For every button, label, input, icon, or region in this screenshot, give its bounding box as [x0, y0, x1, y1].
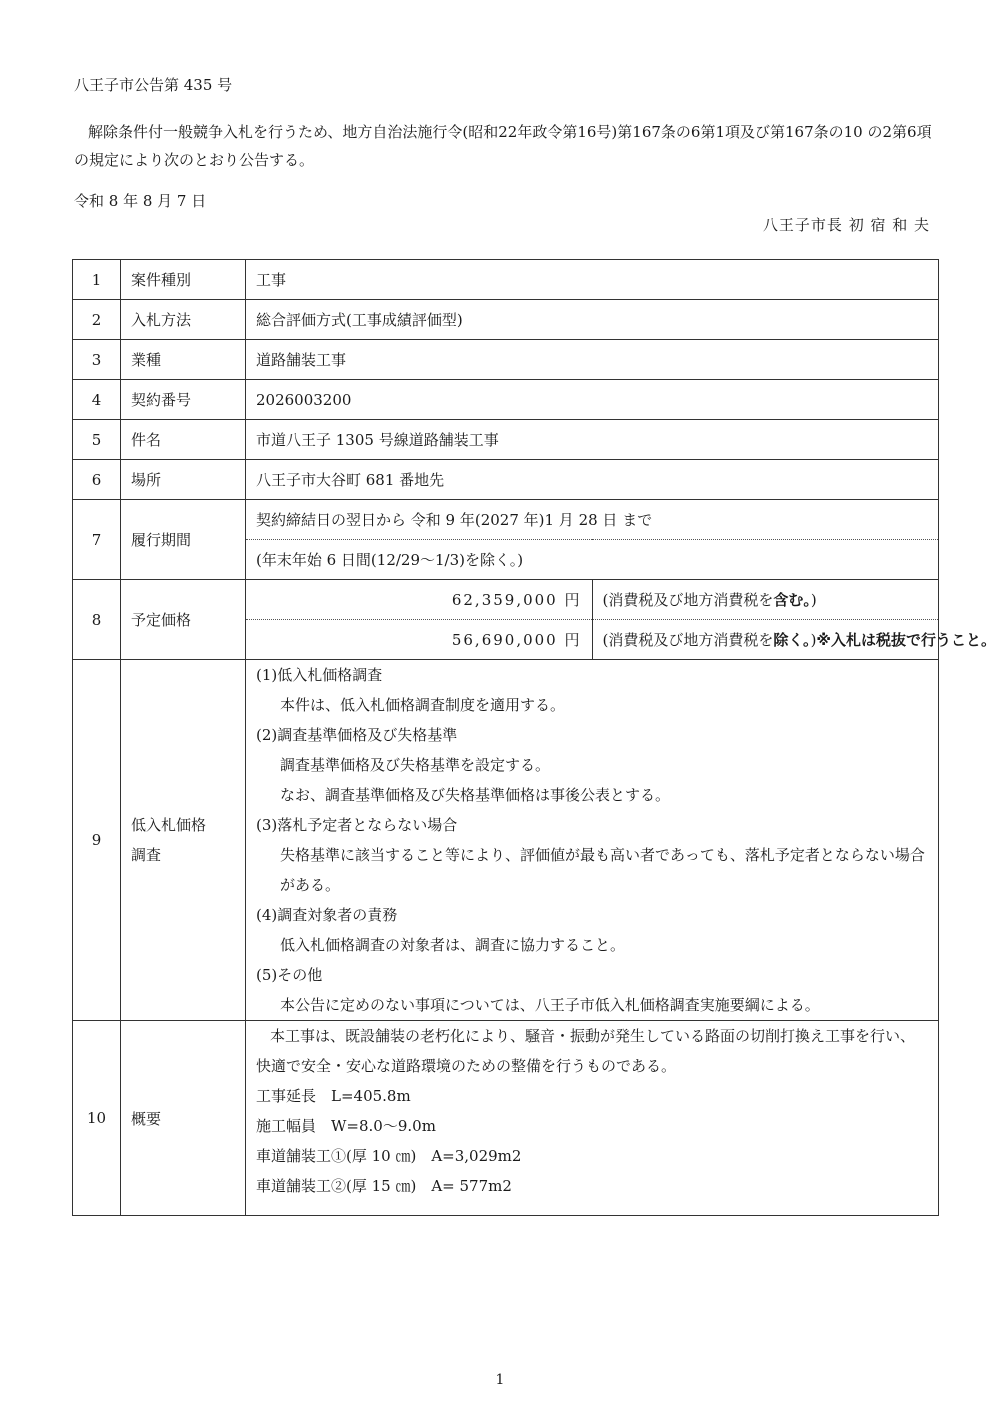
list-item: 車道舗装工①(厚 10 ㎝) A=3,029m2: [256, 1147, 522, 1165]
low-bid-investigation: [246, 660, 939, 1021]
row-number: 2: [73, 300, 121, 340]
list-item: (2)調査基準価格及び失格基準: [256, 726, 458, 744]
list-item: 低入札価格調査の対象者は、調査に協力すること。: [280, 936, 626, 954]
row-label: 案件種別: [121, 260, 246, 300]
row-label: 概要: [121, 1021, 246, 1216]
page-number: 1: [495, 1372, 505, 1388]
row-number: 3: [73, 340, 121, 380]
row-value: 2026003200: [246, 380, 939, 420]
list-item: 車道舗装工②(厚 15 ㎝) A= 577m2: [256, 1177, 512, 1195]
row-value: 総合評価方式(工事成績評価型): [246, 300, 939, 340]
row-number: 5: [73, 420, 121, 460]
row-number: 1: [73, 260, 121, 300]
row-number: 9: [73, 660, 121, 1021]
price-excl-tax: 56,690,000 円: [246, 620, 593, 660]
row-label: 履行期間: [121, 500, 246, 580]
price-incl-tax: 62,359,000 円: [246, 580, 593, 620]
list-item: 工事延長 L=405.8m: [256, 1087, 411, 1105]
period-exclusion: (年末年始 6 日間(12/29～1/3)を除く。): [246, 540, 939, 580]
row-number: 4: [73, 380, 121, 420]
list-item: 調査基準価格及び失格基準を設定する。: [280, 756, 551, 774]
table-row: [73, 380, 939, 420]
row-number: 10: [73, 1021, 121, 1216]
row-label: 低入札価格 調査: [121, 660, 246, 1021]
row-label: 業種: [121, 340, 246, 380]
row-value: 工事: [246, 260, 939, 300]
row-label: 契約番号: [121, 380, 246, 420]
price-excl-note: (消費税及び地方消費税を除く。)※入札は税抜で行うこと。: [592, 620, 939, 660]
row-value: 市道八王子 1305 号線道路舗装工事: [246, 420, 939, 460]
table-row: [73, 580, 939, 620]
row-label: 予定価格: [121, 580, 246, 660]
table-row: [73, 420, 939, 460]
list-item: (3)落札予定者とならない場合: [256, 816, 458, 834]
table-row: [73, 460, 939, 500]
notice-date: 令和 8 年 8 月 7 日: [74, 192, 207, 210]
notice-number: 八王子市公告第 435 号: [74, 76, 233, 94]
table-row: [73, 500, 939, 540]
row-number: 7: [73, 500, 121, 580]
preamble-text: 解除条件付一般競争入札を行うため、地方自治法施行令(昭和22年政令第16号)第167条の6第1項及び第167条の10 の2第6項の規定により次のとおり公告する。: [74, 123, 932, 169]
row-number: 8: [73, 580, 121, 660]
signer: 八王子市長 初 宿 和 夫: [762, 216, 930, 234]
row-label: 入札方法: [121, 300, 246, 340]
list-item: なお、調査基準価格及び失格基準価格は事後公表とする。: [280, 786, 671, 804]
table-row: [73, 260, 939, 300]
row-value: 八王子市大谷町 681 番地先: [246, 460, 939, 500]
row-value: 道路舗装工事: [246, 340, 939, 380]
list-item: 失格基準に該当すること等により、評価値が最も高い者であっても、落札予定者とならない場合がある。: [280, 846, 925, 894]
row-label: 件名: [121, 420, 246, 460]
row-label: 場所: [121, 460, 246, 500]
overview-intro: 本工事は、既設舗装の老朽化により、騒音・振動が発生している路面の切削打換え工事を行い、快適で安全・安心な道路環境のための整備を行うものである。: [256, 1027, 916, 1075]
table-row: [73, 340, 939, 380]
period-line: 契約締結日の翌日から 令和 9 年(2027 年)1 月 28 日 まで: [246, 500, 939, 540]
table-row: [73, 660, 939, 1021]
list-item: (4)調査対象者の責務: [256, 906, 398, 924]
price-incl-note: (消費税及び地方消費税を含む。): [592, 580, 939, 620]
project-overview: [246, 1021, 939, 1216]
list-item: 本件は、低入札価格調査制度を適用する。: [280, 696, 566, 714]
list-item: (5)その他: [256, 966, 323, 984]
table-row: [73, 300, 939, 340]
list-item: 本公告に定めのない事項については、八王子市低入札価格調査実施要綱による。: [280, 996, 820, 1014]
list-item: (1)低入札価格調査: [256, 666, 383, 684]
list-item: 施工幅員 W=8.0～9.0m: [256, 1117, 436, 1135]
table-row: [73, 1021, 939, 1216]
row-number: 6: [73, 460, 121, 500]
tender-table: [72, 259, 997, 1216]
